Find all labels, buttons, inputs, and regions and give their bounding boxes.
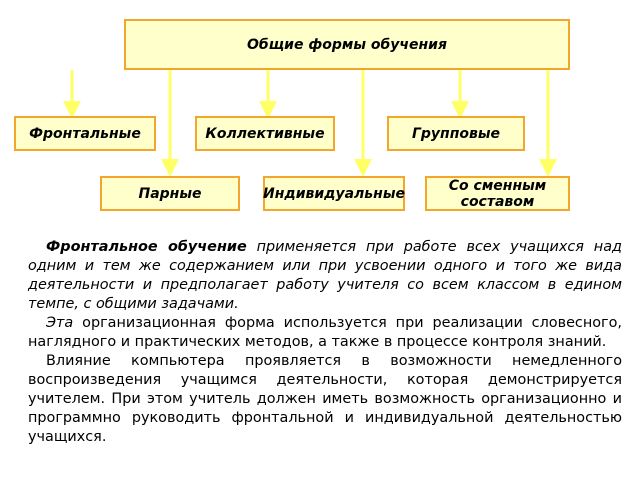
node-pair-label: Парные — [138, 185, 202, 202]
node-individual — [263, 176, 405, 211]
description-text — [28, 238, 622, 447]
node-collective — [195, 116, 335, 151]
paragraph-methods-lead: Эта — [46, 315, 74, 331]
paragraph-frontal — [28, 238, 622, 314]
node-frontal-label: Фронтальные — [29, 125, 141, 142]
node-pair — [100, 176, 240, 211]
root-node-label: Общие формы обучения — [247, 36, 447, 53]
node-shift-label: Со сменным составом — [448, 177, 547, 210]
paragraph-computer: Влияние компьютера проявляется в возможности немедленного воспроизведения учащимся деятельности, которая демонстрируется учителем. При этом учитель должен иметь возможность организационно и программно руководить фронтальной и индивидуальной деятельностью учащихся. — [28, 353, 622, 445]
paragraph-methods-body: организационная форма используется при реализации словесного, наглядного и практических методов, а также в процессе контроля знаний. — [28, 315, 622, 350]
node-individual-label: Индивидуальные — [263, 185, 405, 202]
node-group-label: Групповые — [411, 125, 501, 142]
root-node — [124, 19, 570, 70]
node-shift — [425, 176, 570, 211]
node-group — [387, 116, 525, 151]
paragraph-frontal-body: применяется при работе всех учащихся над одним и тем же содержанием или при усвоении одного и того же вида деятельности и предполагает работу учителя со всем классом в едином темпе, с общими задачами. — [28, 239, 622, 312]
paragraph-methods — [28, 314, 622, 352]
node-frontal — [14, 116, 156, 151]
node-collective-label: Коллективные — [205, 125, 325, 142]
term-frontal: Фронтальное обучение — [46, 239, 247, 255]
